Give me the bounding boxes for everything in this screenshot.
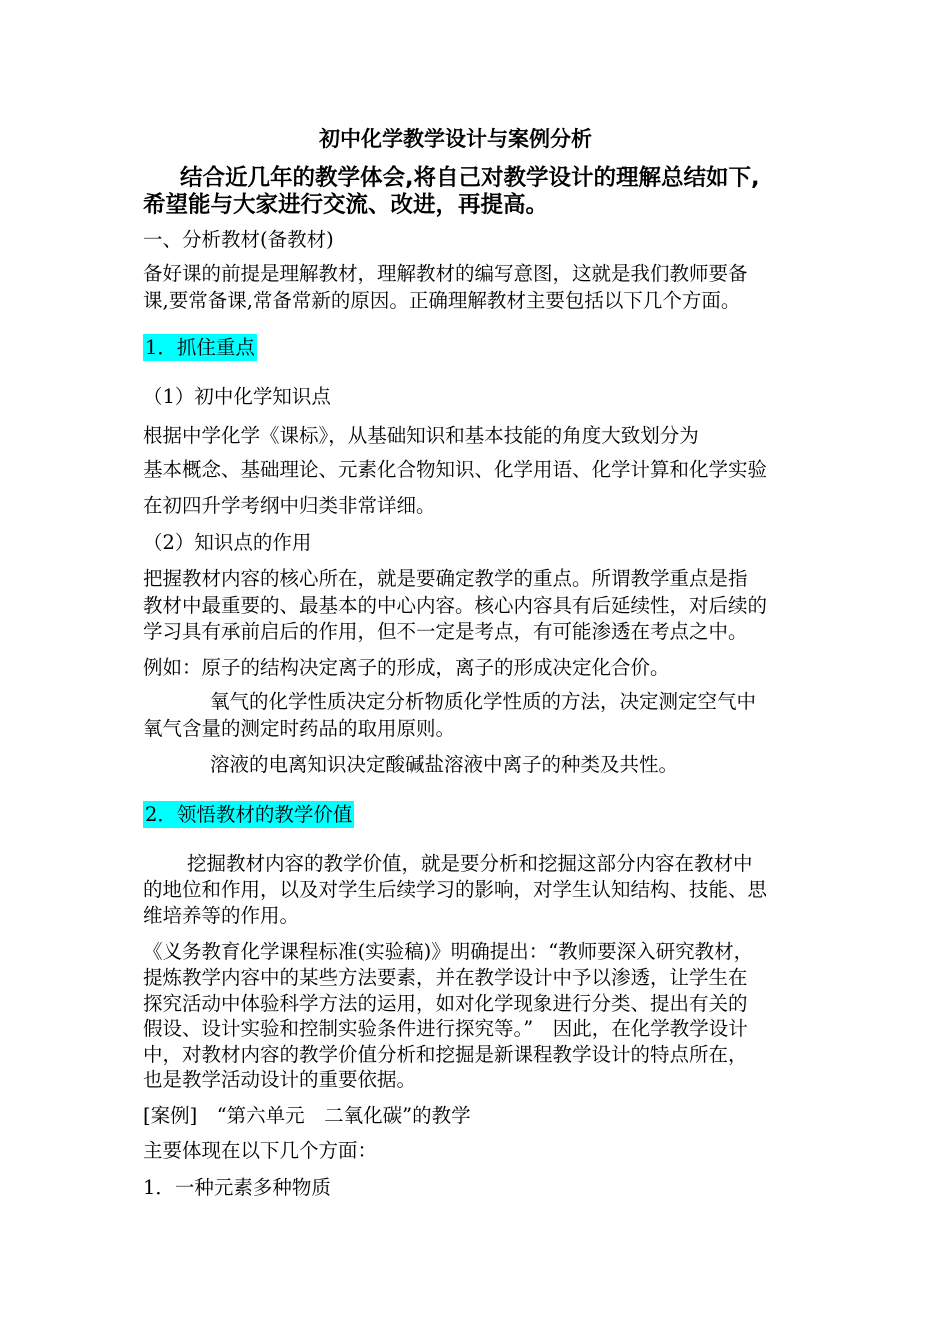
intro-line-1: 结合近几年的教学体会,将自己对教学设计的理解总结如下,	[180, 165, 760, 191]
heading-1-text: 1．抓住重点	[145, 336, 255, 359]
paragraph-2-line-3: 在初四升学考纲中归类非常详细。	[143, 494, 436, 517]
subheading-2: （2）知识点的作用	[143, 531, 312, 554]
paragraph-5-line-6: 也是教学活动设计的重要依据。	[143, 1068, 417, 1091]
section-heading-1: 一、分析教材(备教材)	[143, 228, 334, 251]
example-line-3: 氧气含量的测定时药品的取用原则。	[143, 717, 456, 740]
subheading-1: （1）初中化学知识点	[143, 385, 331, 408]
paragraph-1-line-2: 课,要常备课,常备常新的原因。正确理解教材主要包括以下几个方面。	[143, 289, 741, 312]
heading-highlight-1	[143, 336, 257, 360]
list-item-1: 1．一种元素多种物质	[143, 1176, 331, 1199]
intro-line-2: 希望能与大家进行交流、改进，再提高。	[143, 192, 549, 218]
heading-2-text: 2．领悟教材的教学价值	[145, 803, 353, 826]
paragraph-1-line-1: 备好课的前提是理解教材，理解教材的编写意图，这就是我们教师要备	[143, 262, 748, 285]
paragraph-5-line-4: 假设、设计实验和控制实验条件进行探究等。” 因此，在化学教学设计	[143, 1017, 748, 1040]
document-title: 初中化学教学设计与案例分析	[319, 127, 592, 151]
paragraph-3-line-1: 把握教材内容的核心所在，就是要确定教学的重点。所谓教学重点是指	[143, 567, 748, 590]
paragraph-4-line-3: 维培养等的作用。	[143, 904, 300, 927]
case-heading: [案例] “第六单元 二氧化碳”的教学	[143, 1104, 471, 1127]
paragraph-4-line-1: 挖掘教材内容的教学价值，就是要分析和挖掘这部分内容在教材中	[187, 852, 753, 875]
heading-highlight-2	[143, 803, 354, 827]
paragraph-6: 主要体现在以下几个方面：	[143, 1139, 378, 1162]
paragraph-4-line-2: 的地位和作用，以及对学生后续学习的影响，对学生认知结构、技能、思	[143, 878, 768, 901]
paragraph-2-line-2: 基本概念、基础理论、元素化合物知识、化学用语、化学计算和化学实验	[143, 458, 768, 481]
example-line-4: 溶液的电离知识决定酸碱盐溶液中离子的种类及共性。	[210, 753, 679, 776]
paragraph-5-line-1: 《义务教育化学课程标准(实验稿)》明确提出：“教师要深入研究教材，	[143, 940, 754, 963]
example-line-1: 例如：原子的结构决定离子的形成，离子的形成决定化合价。	[143, 656, 670, 679]
paragraph-3-line-3: 学习具有承前启后的作用，但不一定是考点，有可能渗透在考点之中。	[143, 620, 748, 643]
example-line-2: 氧气的化学性质决定分析物质化学性质的方法，决定测定空气中	[210, 690, 757, 713]
paragraph-5-line-3: 探究活动中体验科学方法的运用，如对化学现象进行分类、提出有关的	[143, 992, 748, 1015]
paragraph-5-line-5: 中，对教材内容的教学价值分析和挖掘是新课程教学设计的特点所在，	[143, 1043, 748, 1066]
paragraph-2-line-1: 根据中学化学《课标》，从基础知识和基本技能的角度大致划分为	[143, 424, 699, 447]
paragraph-3-line-2: 教材中最重要的、最基本的中心内容。核心内容具有后延续性，对后续的	[143, 594, 768, 617]
paragraph-5-line-2: 提炼教学内容中的某些方法要素，并在教学设计中予以渗透，让学生在	[143, 966, 748, 989]
